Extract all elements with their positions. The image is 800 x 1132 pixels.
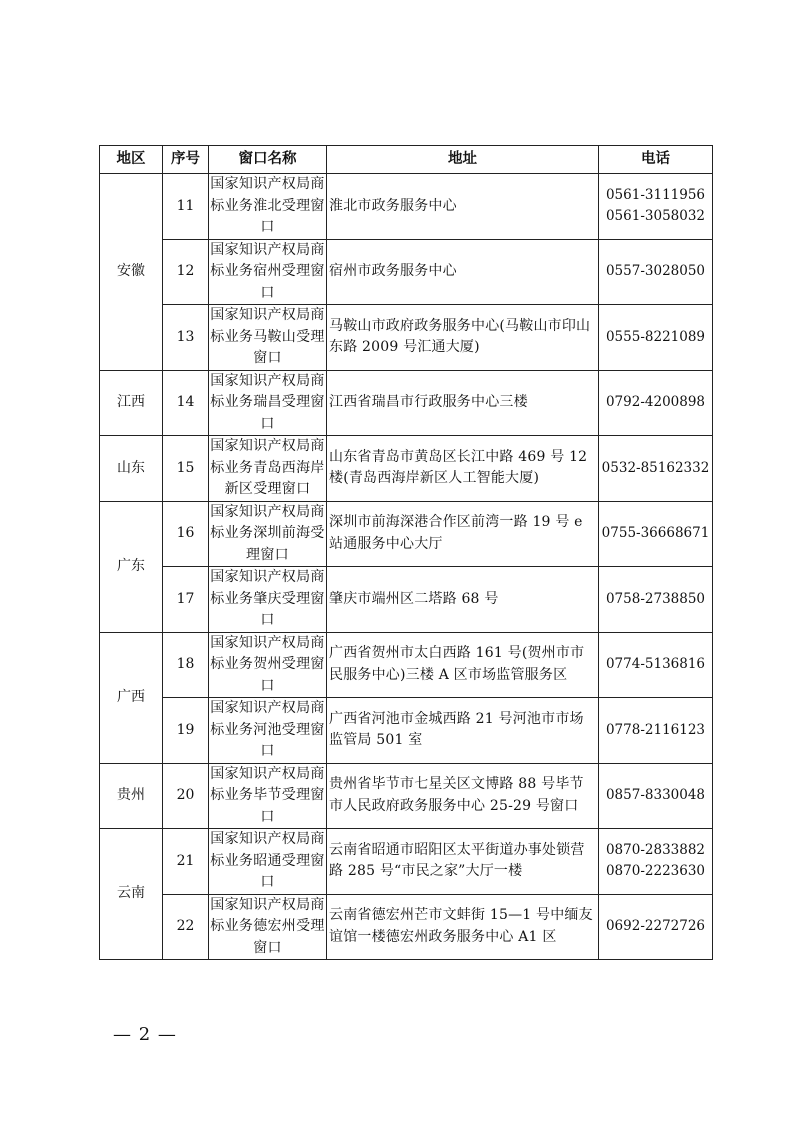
phone-cell — [599, 698, 713, 764]
table-row — [100, 829, 713, 895]
table-row — [100, 239, 713, 305]
window-name-cell: 国家知识产权局商标业务马鞍山受理窗口 — [209, 305, 327, 371]
header-address: 地址 — [327, 146, 599, 174]
address-cell: 云南省昭通市昭阳区太平街道办事处锁营路 285 号“市民之家”大厅一楼 — [327, 829, 599, 895]
address-cell: 马鞍山市政府政务服务中心(马鞍山市印山东路 2009 号汇通大厦) — [327, 305, 599, 371]
window-name-cell: 国家知识产权局商标业务青岛西海岸新区受理窗口 — [209, 436, 327, 502]
phone-cell — [599, 305, 713, 371]
phone-cell — [599, 239, 713, 305]
header-region: 地区 — [100, 146, 163, 174]
phone-number: 0758-2738850 — [605, 590, 706, 607]
page-number: — 2 — — [113, 1024, 177, 1045]
seq-cell: 11 — [163, 174, 209, 240]
seq-cell: 17 — [163, 567, 209, 633]
phone-cell — [599, 501, 713, 567]
seq-cell: 22 — [163, 894, 209, 960]
phone-number: 0532-85162332 — [601, 459, 710, 476]
table-row — [100, 894, 713, 960]
phone-number: 0557-3028050 — [605, 263, 706, 279]
phone-number: 0870-2833882 — [605, 841, 706, 858]
phone-number: 0778-2116123 — [605, 721, 706, 738]
window-name-cell: 国家知识产权局商标业务淮北受理窗口 — [209, 174, 327, 240]
region-cell: 江西 — [100, 370, 163, 436]
region-cell: 云南 — [100, 829, 163, 960]
phone-cell — [599, 894, 713, 960]
phone-cell — [599, 632, 713, 698]
table-row — [100, 436, 713, 502]
window-table — [99, 145, 713, 960]
header-phone: 电话 — [599, 146, 713, 174]
seq-cell: 20 — [163, 763, 209, 829]
address-cell: 江西省瑞昌市行政服务中心三楼 — [327, 370, 599, 436]
phone-number: 0692-2272726 — [605, 918, 706, 934]
phone-number: 0555-8221089 — [605, 328, 706, 345]
region-cell: 广西 — [100, 632, 163, 763]
phone-cell — [599, 829, 713, 895]
seq-cell: 15 — [163, 436, 209, 502]
table-row — [100, 501, 713, 567]
table-row — [100, 698, 713, 764]
address-cell: 广西省河池市金城西路 21 号河池市市场监管局 501 室 — [327, 698, 599, 764]
header-seq: 序号 — [163, 146, 209, 174]
phone-number: 0857-8330048 — [605, 787, 706, 803]
phone-number: 0561-3111956 — [605, 186, 706, 203]
seq-cell: 14 — [163, 370, 209, 436]
region-cell: 贵州 — [100, 763, 163, 829]
phone-cell — [599, 370, 713, 436]
table-row — [100, 305, 713, 371]
region-cell: 广东 — [100, 501, 163, 632]
table-row — [100, 370, 713, 436]
window-name-cell: 国家知识产权局商标业务毕节受理窗口 — [209, 763, 327, 829]
header-window: 窗口名称 — [209, 146, 327, 174]
phone-number: 0561-3058032 — [605, 208, 706, 225]
table-row — [100, 567, 713, 633]
seq-cell: 16 — [163, 501, 209, 567]
seq-cell: 19 — [163, 698, 209, 764]
seq-cell: 18 — [163, 632, 209, 698]
phone-number: 0774-5136816 — [605, 656, 706, 672]
table-row — [100, 174, 713, 240]
window-name-cell: 国家知识产权局商标业务德宏州受理窗口 — [209, 894, 327, 960]
phone-cell — [599, 436, 713, 502]
address-cell: 山东省青岛市黄岛区长江中路 469 号 12 楼(青岛西海岸新区人工智能大厦) — [327, 436, 599, 502]
seq-cell: 12 — [163, 239, 209, 305]
table-header-row — [100, 146, 713, 174]
window-name-cell: 国家知识产权局商标业务肇庆受理窗口 — [209, 567, 327, 633]
seq-cell: 21 — [163, 829, 209, 895]
address-cell: 深圳市前海深港合作区前湾一路 19 号 e 站通服务中心大厅 — [327, 501, 599, 567]
window-name-cell: 国家知识产权局商标业务瑞昌受理窗口 — [209, 370, 327, 436]
address-cell: 贵州省毕节市七星关区文博路 88 号毕节市人民政府政务服务中心 25-29 号窗口 — [327, 763, 599, 829]
address-cell: 广西省贺州市太白西路 161 号(贺州市市民服务中心)三楼 A 区市场监管服务区 — [327, 632, 599, 698]
window-name-cell: 国家知识产权局商标业务昭通受理窗口 — [209, 829, 327, 895]
phone-number: 0792-4200898 — [605, 394, 706, 410]
phone-cell — [599, 763, 713, 829]
phone-number: 0755-36668671 — [601, 525, 710, 541]
phone-cell — [599, 174, 713, 240]
window-name-cell: 国家知识产权局商标业务河池受理窗口 — [209, 698, 327, 764]
region-cell: 山东 — [100, 436, 163, 502]
address-cell: 宿州市政务服务中心 — [327, 239, 599, 305]
phone-cell — [599, 567, 713, 633]
region-cell: 安徽 — [100, 174, 163, 371]
address-cell: 肇庆市端州区二塔路 68 号 — [327, 567, 599, 633]
address-cell: 淮北市政务服务中心 — [327, 174, 599, 240]
window-name-cell: 国家知识产权局商标业务深圳前海受理窗口 — [209, 501, 327, 567]
address-cell: 云南省德宏州芒市文蚌街 15—1 号中缅友谊馆一楼德宏州政务服务中心 A1 区 — [327, 894, 599, 960]
table-row — [100, 632, 713, 698]
seq-cell: 13 — [163, 305, 209, 371]
window-name-cell: 国家知识产权局商标业务贺州受理窗口 — [209, 632, 327, 698]
phone-number: 0870-2223630 — [605, 863, 706, 880]
window-name-cell: 国家知识产权局商标业务宿州受理窗口 — [209, 239, 327, 305]
table-row — [100, 763, 713, 829]
